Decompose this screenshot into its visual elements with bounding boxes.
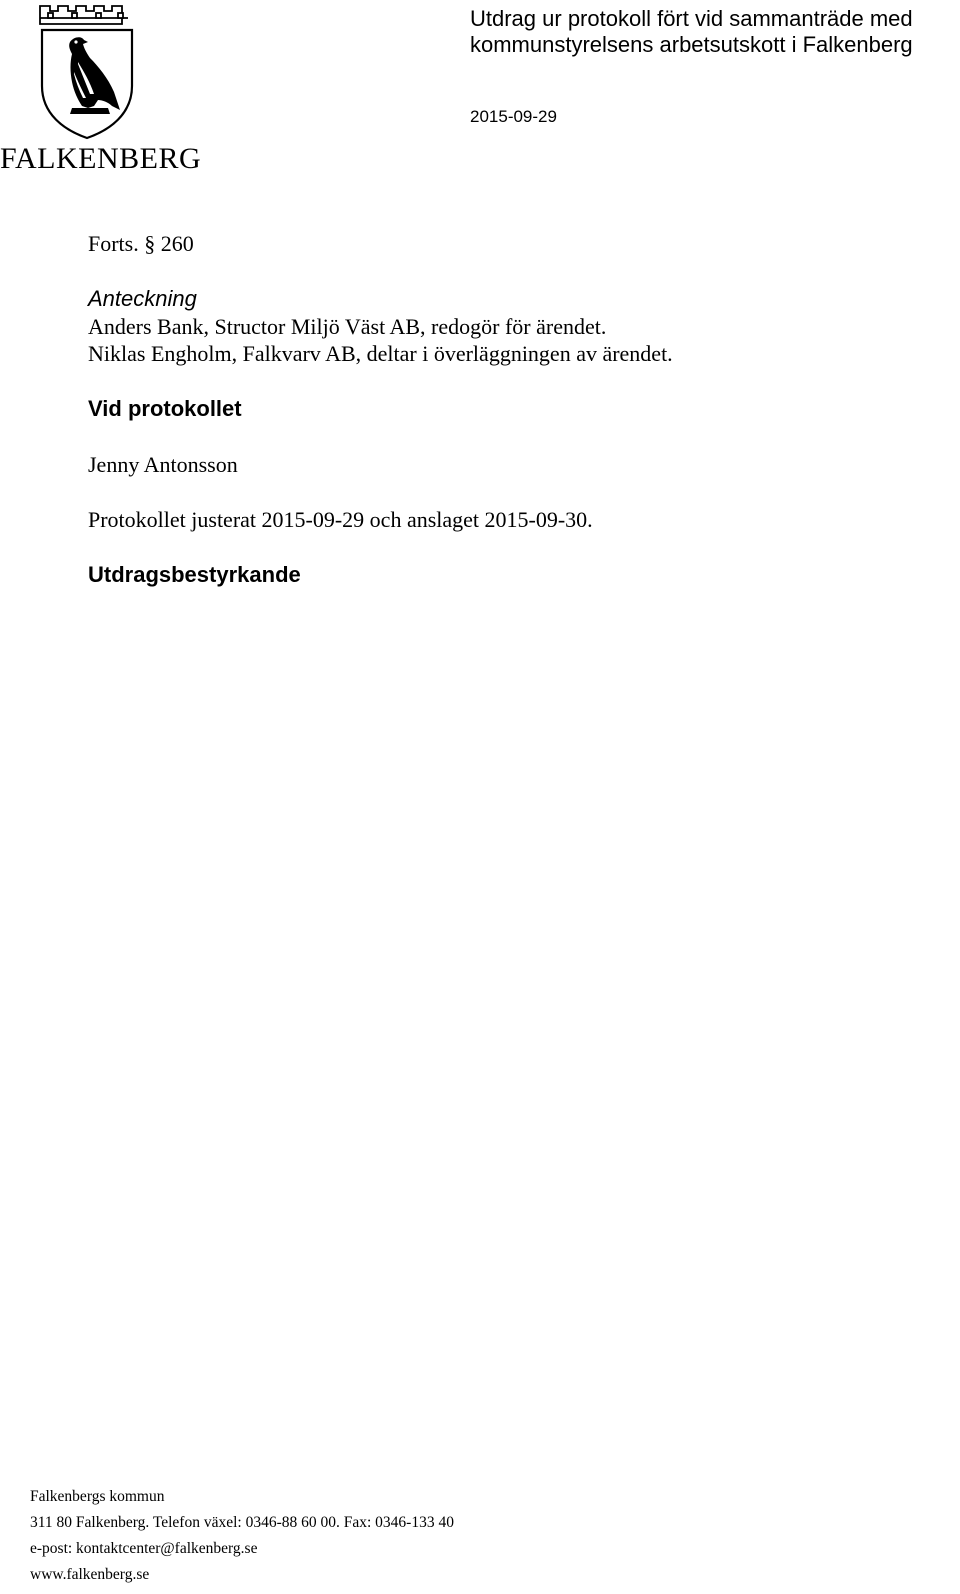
falcon-crest-icon: [28, 2, 146, 140]
document-title-line2: kommunstyrelsens arbetsutskott i Falkenberg: [470, 32, 913, 57]
note-line-1: Anders Bank, Structor Miljö Väst AB, redogör för ärendet.: [88, 314, 607, 339]
footer: [30, 1484, 454, 1588]
document-date: 2015-09-29: [470, 107, 557, 126]
footer-email[interactable]: e-post: kontaktcenter@falkenberg.se: [30, 1540, 258, 1557]
logo-wordmark: FALKENBERG: [0, 142, 202, 175]
footer-website[interactable]: www.falkenberg.se: [30, 1566, 150, 1583]
footer-org: Falkenbergs kommun: [30, 1488, 165, 1505]
secretary-name: Jenny Antonsson: [88, 452, 238, 477]
minutes-heading: Vid protokollet: [88, 396, 242, 421]
paragraph-reference: Forts. § 260: [88, 231, 194, 256]
note-heading: Anteckning: [88, 286, 197, 311]
coat-of-arms: [28, 2, 146, 140]
document-title-line1: Utdrag ur protokoll fört vid sammanträde med: [470, 6, 913, 31]
note-line-2: Niklas Engholm, Falkvarv AB, deltar i överläggningen av ärendet.: [88, 341, 673, 366]
document-title: [470, 6, 913, 58]
adjusted-statement: Protokollet justerat 2015-09-29 och anslaget 2015-09-30.: [88, 507, 593, 532]
certification-heading: Utdragsbestyrkande: [88, 562, 301, 587]
footer-address: 311 80 Falkenberg. Telefon växel: 0346-88 60 00. Fax: 0346-133 40: [30, 1514, 454, 1531]
